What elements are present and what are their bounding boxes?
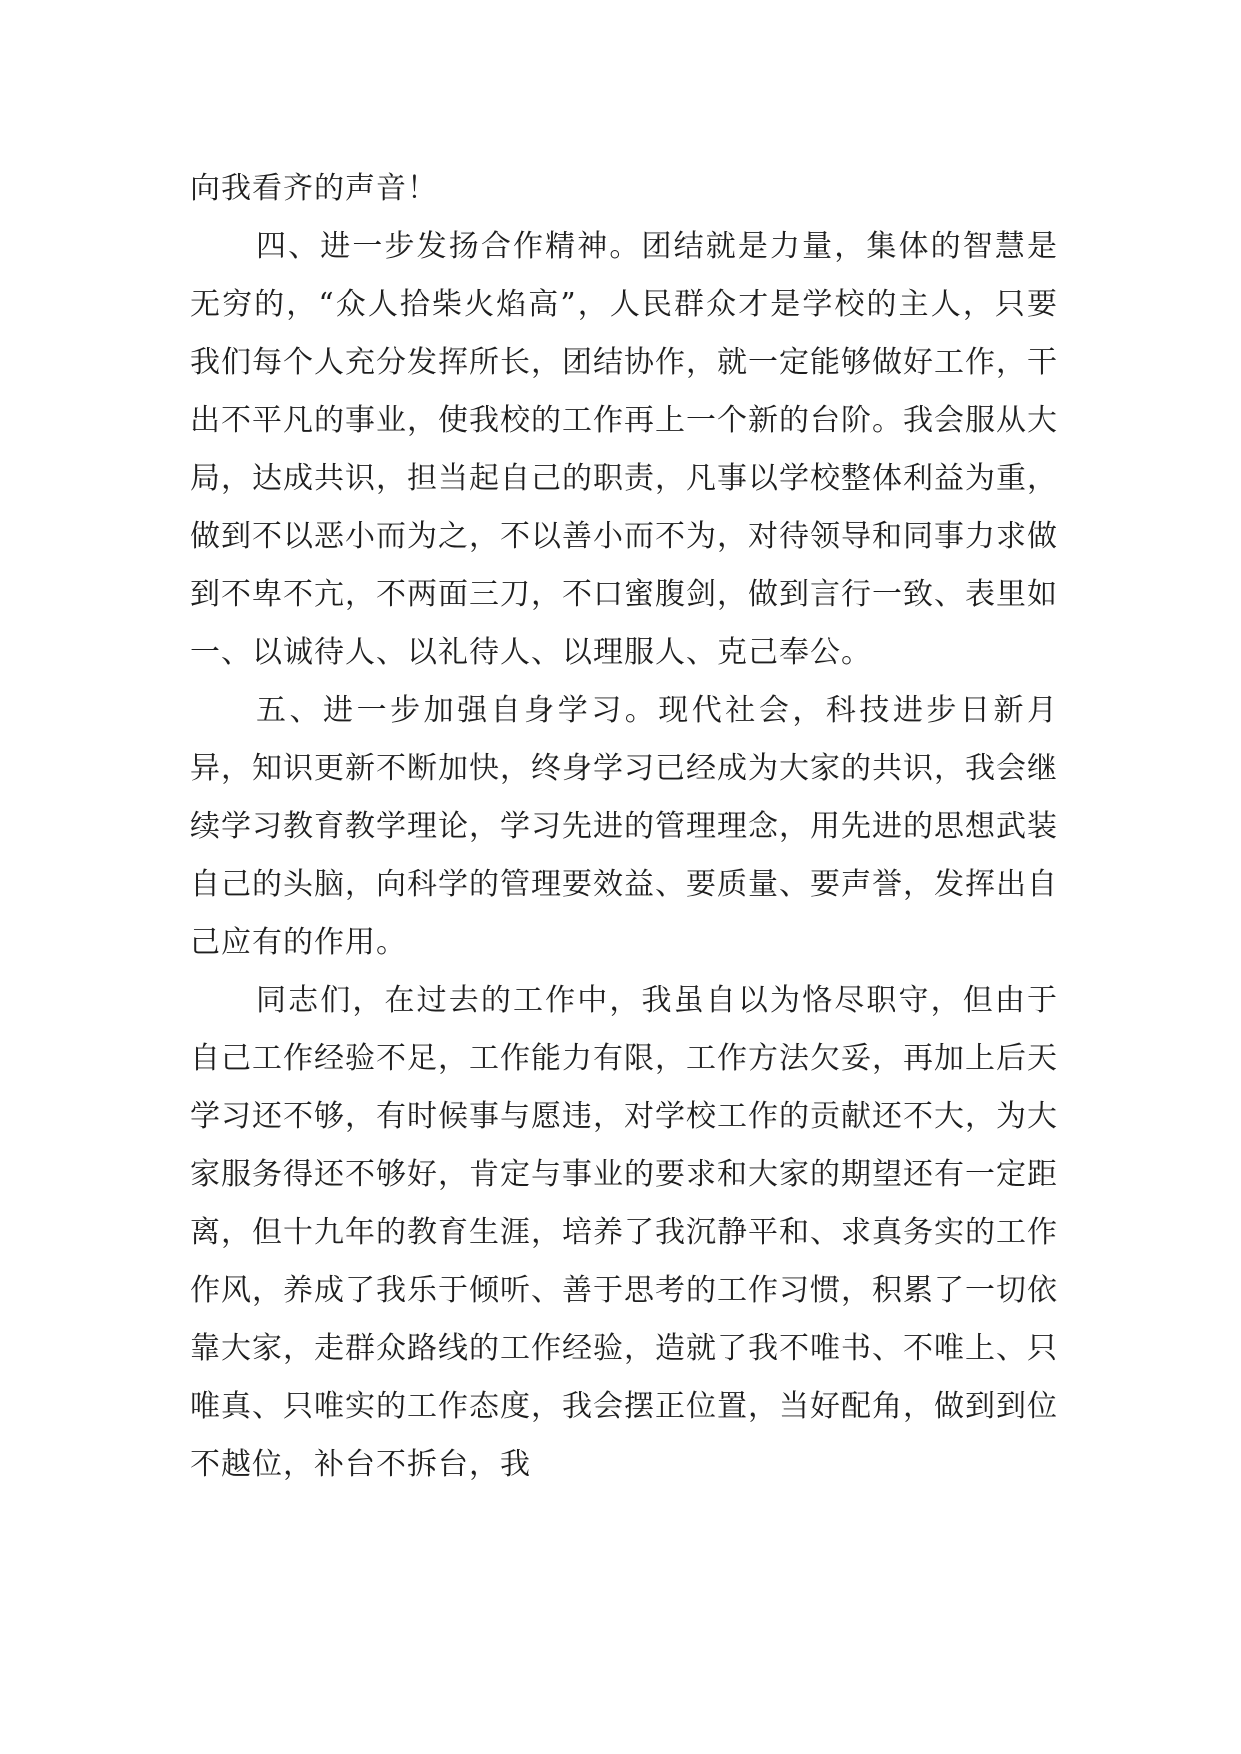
document-body bbox=[190, 160, 1058, 1494]
paragraph-cooperation: 四、进一步发扬合作精神。团结就是力量，集体的智慧是无穷的，“众人拾柴火焰高”，人民群众才是学校的主人，只要我们每个人充分发挥所长，团结协作，就一定能够做好工作，干出不平凡的事业，使我校的工作再上一个新的台阶。我会服从大局，达成共识，担当起自己的职责，凡事以学校整体利益为重，做到不以恶小而为之，不以善小而不为，对待领导和同事力求做到不卑不亢，不两面三刀，不口蜜腹剑，做到言行一致、表里如一、以诚待人、以礼待人、以理服人、克己奉公。 bbox=[190, 229, 1058, 670]
paragraph-self-study: 五、进一步加强自身学习。现代社会，科技进步日新月异，知识更新不断加快，终身学习已经成为大家的共识，我会继续学习教育教学理论，学习先进的管理理念，用先进的思想武装自己的头脑，向科学的管理要效益、要质量、要声誉，发挥出自己应有的作用。 bbox=[190, 693, 1058, 960]
paragraph-colleagues: 同志们，在过去的工作中，我虽自以为恪尽职守，但由于自己工作经验不足，工作能力有限，工作方法欠妥，再加上后天学习还不够，有时候事与愿违，对学校工作的贡献还不大，为大家服务得还不够好，肯定与事业的要求和大家的期望还有一定距离，但十九年的教育生涯，培养了我沉静平和、求真务实的工作作风，养成了我乐于倾听、善于思考的工作习惯，积累了一切依靠大家，走群众路线的工作经验，造就了我不唯书、不唯上、只唯真、只唯实的工作态度，我会摆正位置，当好配角，做到到位不越位，补台不拆台，我 bbox=[190, 983, 1058, 1482]
paragraph-closing-line: 向我看齐的声音！ bbox=[190, 171, 438, 206]
